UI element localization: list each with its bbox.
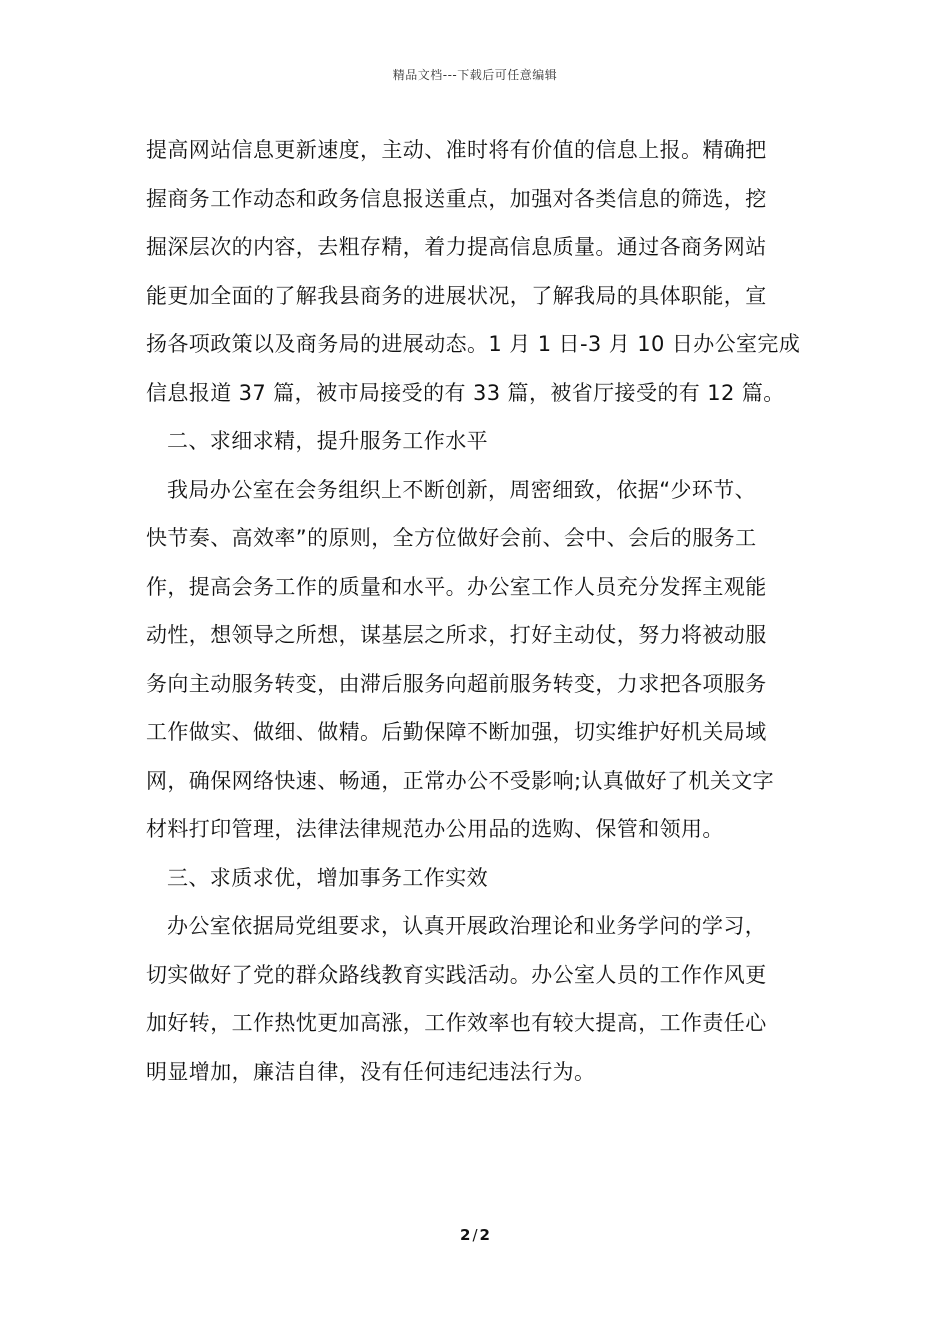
paragraph-line: 我局办公室在会务组织上不断创新，周密细致，依据“少环节、 (167, 477, 757, 502)
section-heading: 三、求质求优，增加事务工作实效 (167, 865, 488, 890)
paragraph-line: 务向主动服务转变，由滞后服务向超前服务转变，力求把各项服务 (146, 671, 767, 696)
section-heading: 二、求细求精，提升服务工作水平 (167, 429, 488, 453)
paragraph-line: 切实做好了党的群众路线教育实践活动。办公室人员的工作作风更 (146, 962, 767, 987)
paragraph-line: 工作做实、做细、做精。后勤保障不断加强，切实维护好机关局域 (146, 720, 767, 744)
current-page: 2 (460, 1226, 471, 1244)
paragraph-line: 办公室依据局党组要求，认真开展政治理论和业务学问的学习， (167, 914, 767, 938)
paragraph-line: 加好转，工作热忱更加高涨，工作效率也有较大提高，工作责任心 (146, 1011, 767, 1035)
paragraph-line: 明显增加，廉洁自律，没有任何违纪违法行为。 (146, 1059, 596, 1084)
total-pages: 2 (479, 1226, 490, 1244)
paragraph-line: 材料打印管理，法律法律规范办公用品的选购、保管和领用。 (146, 817, 724, 841)
paragraph-line: 扬各项政策以及商务局的进展动态。1 月 1 日-3 月 10 日办公室完成 (146, 332, 801, 356)
paragraph-line: 信息报道 37 篇，被市局接受的有 33 篇，被省厅接受的有 12 篇。 (146, 380, 785, 405)
paragraph-line: 掘深层次的内容，去粗存精，着力提高信息质量。通过各商务网站 (146, 235, 767, 259)
paragraph-line: 动性，想领导之所想，谋基层之所求，打好主动仗，努力将被动服 (146, 623, 767, 647)
document-body (146, 126, 808, 1096)
page-separator: / (472, 1226, 478, 1244)
paragraph-line: 握商务工作动态和政务信息报送重点，加强对各类信息的筛选，挖 (146, 186, 767, 211)
page-header: 精品文档---下载后可任意编辑 (392, 68, 558, 82)
page-number (0, 1226, 950, 1244)
paragraph-line: 能更加全面的了解我县商务的进展状况，了解我局的具体职能，宣 (146, 283, 767, 308)
paragraph-line: 网，确保网络快速、畅通，正常办公不受影响;认真做好了机关文字 (146, 768, 775, 793)
paragraph-line: 快节奏、高效率”的原则，全方位做好会前、会中、会后的服务工 (146, 526, 757, 550)
paragraph-line: 作，提高会务工作的质量和水平。办公室工作人员充分发挥主观能 (146, 574, 767, 599)
paragraph-line: 提高网站信息更新速度，主动、准时将有价值的信息上报。精确把 (146, 138, 767, 162)
